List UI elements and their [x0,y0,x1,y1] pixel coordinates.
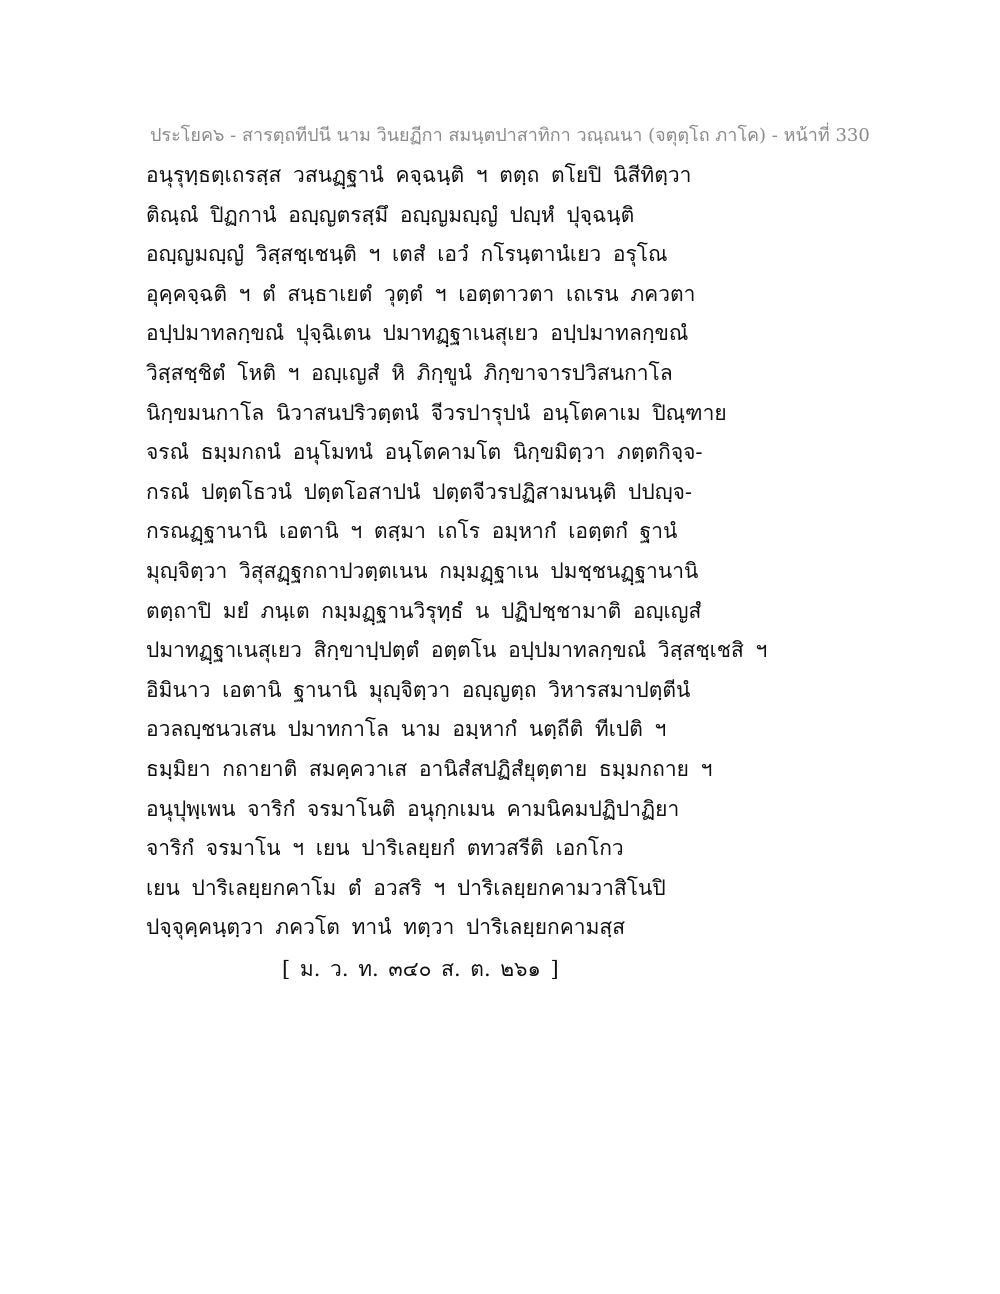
text-line: ธมฺมิยา กถายาติ สมคฺควาเส อานิสํสปฏิสํยุตฺตาย ธมฺมกถาย ฯ [146,756,713,781]
text-line: ตตฺถาปิ มยํ ภนฺเต กมฺมฏฺฐานวิรุทฺธํ น ปฏิปชฺชามาติ อญฺเญสํ [146,598,702,623]
text-line: วิสฺสชฺชิตํ โหติ ฯ อญฺเญสํ หิ ภิกฺขูนํ ภิกฺขาจารปวิสนกาโล [146,360,673,385]
text-line: ติณฺณํ ปิฏกานํ อญฺญตรสฺมึ อญฺญมญฺญํ ปญฺหํ ปุจฺฉนฺติ [146,202,635,227]
text-line: อุคฺคจฺฉติ ฯ ตํ สนฺธาเยตํ วุตฺตํ ฯ เอตฺตาวตา เถเรน ภควตา [146,281,696,306]
text-line: กรณฏฺฐานานิ เอตานิ ฯ ตสฺมา เถโร อมฺหากํ เอตฺตกํ ฐานํ [146,519,678,544]
text-line: อปฺปมาทลกฺขณํ ปุจฺฉิเตน ปมาทฏฺฐาเนสุเยว อปฺปมาทลกฺขณํ [146,321,689,346]
text-line: จรณํ ธมฺมกถนํ อนุโมทนํ อนฺโตคามโต นิกฺขมิตฺวา ภตฺตกิจฺจ- [146,440,703,465]
reference-note: [ ม. ว. ท. ๓๔๐ ส. ต. ๒๖๑ ] [282,957,559,981]
text-line: จาริกํ จรมาโน ฯ เยน ปาริเลยฺยกํ ตทวสรีติ เอกโกว [146,836,624,861]
text-line: มุญฺจิตฺวา วิสุสฏฺฐกถาปวตฺตเนน กมฺมฏฺฐาเน ปมชฺชนฏฺฐานานิ [146,558,699,583]
text-line: อนุปุพฺเพน จาริกํ จรมาโนติ อนุกฺกเมน คามนิคมปฏิปาฏิยา [146,796,680,821]
text-line: เยน ปาริเลยฺยกคาโม ตํ อวสริ ฯ ปาริเลยฺยกคามวาสิโนปิ [146,875,666,900]
body-text [146,156,866,948]
text-line: อิมินาว เอตานิ ฐานานิ มุญฺจิตฺวา อญฺญตฺถ วิหารสมาปตฺตีนํ [146,677,691,702]
page-header: ประโยค๖ - สารตฺถทีปนี นาม วินยฏีกา สมนฺตปาสาทิกา วณฺณนา (จตุตฺโถ ภาโค) - หน้าที่ 330 [150,125,870,146]
text-line: ปมาทฏฺฐาเนสุเยว สิกฺขาปฺปตฺตํ อตฺตโน อปฺปมาทลกฺขณํ วิสฺสชฺเชสิ ฯ [146,638,768,663]
text-line: อวลญฺชนวเสน ปมาทกาโล นาม อมฺหากํ นตฺถีติ ทีเปติ ฯ [146,717,667,742]
text-line: ปจฺจุคฺคนฺตฺวา ภควโต ทานํ ทตฺวา ปาริเลยฺยกคามสฺส [146,915,626,940]
text-line: อญฺญมญฺญํ วิสฺสชฺเชนฺติ ฯ เตสํ เอวํ กโรนฺตานํเยว อรุโณ [146,242,668,267]
text-line: อนุรุทฺธตฺเถรสฺส วสนฏฺฐานํ คจฺฉนฺติ ฯ ตตฺถ ตโยปิ นิสีทิตฺวา [146,163,692,187]
text-line: นิกฺขมนกาโล นิวาสนปริวตฺตนํ จีวรปารุปนํ อนฺโตคาเม ปิณฺฑาย [146,400,727,425]
text-line: กรณํ ปตฺตโธวนํ ปตฺตโอสาปนํ ปตฺตจีวรปฏิสามนนฺติ ปปญฺจ- [146,479,692,504]
